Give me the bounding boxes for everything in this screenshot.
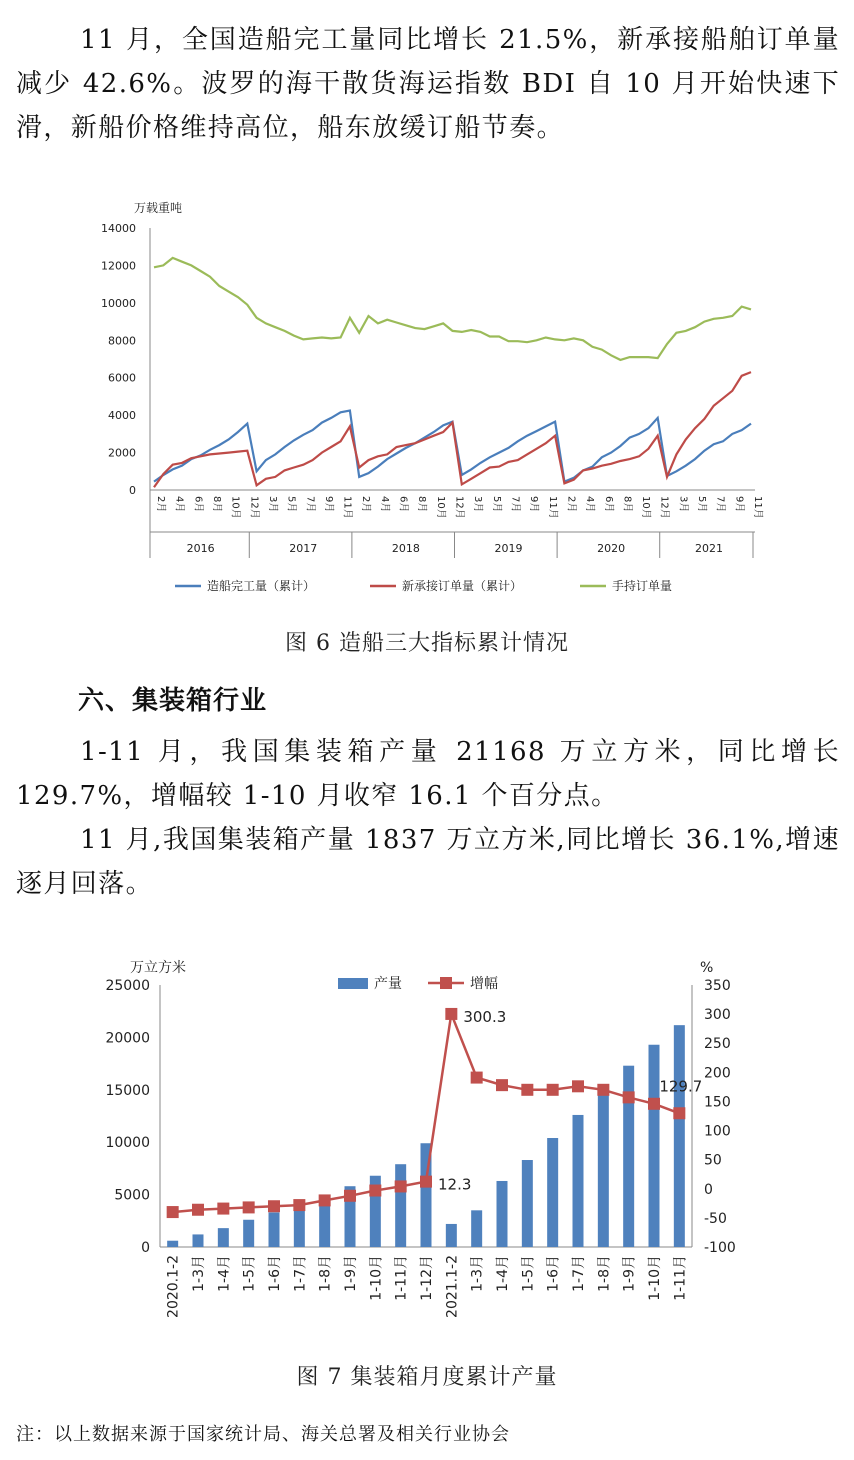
growth-point bbox=[167, 1206, 179, 1218]
x-tick-label: 7月 bbox=[304, 496, 316, 513]
y-tick-label: 6000 bbox=[108, 371, 136, 385]
x-tick-label: 1-9月 bbox=[621, 1255, 638, 1292]
bar bbox=[573, 1115, 584, 1247]
shipbuilding-chart bbox=[0, 190, 854, 610]
growth-point bbox=[268, 1200, 280, 1212]
growth-point bbox=[445, 1008, 457, 1020]
x-tick-label: 1-6月 bbox=[545, 1255, 562, 1292]
x-tick-label: 10月 bbox=[640, 496, 652, 519]
growth-point bbox=[547, 1084, 559, 1096]
x-tick-label: 11月 bbox=[546, 496, 558, 519]
x-tick-label: 11月 bbox=[752, 496, 763, 519]
growth-point bbox=[471, 1072, 483, 1084]
x-tick-label: 2月 bbox=[360, 496, 372, 513]
year-label: 2020 bbox=[597, 542, 626, 555]
x-tick-label: 3月 bbox=[266, 496, 278, 513]
x-tick-label: 6月 bbox=[602, 496, 614, 513]
bar bbox=[243, 1220, 254, 1247]
legend-label: 新承接订单量（累计） bbox=[402, 579, 523, 593]
y-tick-label: 25000 bbox=[105, 978, 150, 994]
x-tick-label: 2月 bbox=[155, 496, 166, 513]
y-axis-title: 万载重吨 bbox=[134, 201, 183, 215]
data-label: 300.3 bbox=[463, 1007, 507, 1026]
y2-tick-label: -50 bbox=[704, 1210, 727, 1227]
x-tick-label: 9月 bbox=[733, 496, 745, 513]
y2-tick-label: 350 bbox=[704, 978, 731, 994]
x-tick-label: 1-10月 bbox=[368, 1255, 385, 1301]
y-tick-label: 5000 bbox=[114, 1187, 150, 1204]
y2-tick-label: 0 bbox=[704, 1181, 713, 1198]
year-label: 2017 bbox=[289, 542, 318, 555]
growth-point bbox=[648, 1098, 660, 1110]
series-line bbox=[154, 258, 751, 360]
year-label: 2021 bbox=[695, 542, 724, 555]
bar bbox=[294, 1206, 305, 1247]
x-tick-label: 12月 bbox=[453, 496, 465, 519]
y2-tick-label: 250 bbox=[704, 1036, 731, 1053]
x-tick-label: 1-6月 bbox=[267, 1255, 283, 1292]
growth-point bbox=[243, 1201, 255, 1213]
container-chart bbox=[0, 950, 854, 1350]
legend-label: 造船完工量（累计） bbox=[207, 579, 316, 593]
legend-swatch-bar bbox=[338, 978, 368, 989]
y2-axis-title: % bbox=[700, 960, 714, 976]
series-line bbox=[154, 372, 751, 487]
legend-label: 增幅 bbox=[470, 976, 498, 992]
growth-point bbox=[395, 1180, 407, 1192]
x-tick-label: 5月 bbox=[490, 496, 502, 513]
growth-point bbox=[597, 1084, 609, 1096]
data-label: 129.7 bbox=[659, 1077, 703, 1096]
x-tick-label: 12月 bbox=[658, 496, 670, 519]
x-tick-label: 8月 bbox=[416, 496, 428, 513]
x-tick-label: 2021.1-2 bbox=[444, 1255, 461, 1318]
x-tick-label: 1-8月 bbox=[317, 1255, 334, 1292]
bar bbox=[446, 1224, 457, 1247]
x-tick-label: 2月 bbox=[565, 496, 577, 513]
x-tick-label: 8月 bbox=[621, 496, 633, 513]
data-label: 12.3 bbox=[438, 1175, 472, 1194]
x-tick-label: 1-7月 bbox=[571, 1255, 587, 1292]
x-tick-label: 7月 bbox=[509, 496, 521, 513]
section-heading: 六、集装箱行业 bbox=[78, 686, 268, 716]
x-tick-label: 4月 bbox=[378, 496, 390, 513]
y-tick-label: 0 bbox=[129, 484, 136, 497]
paragraph-container-2: 11 月,我国集装箱产量 1837 万立方米,同比增长 36.1%,增速逐月回落。 bbox=[16, 825, 840, 899]
x-tick-label: 8月 bbox=[210, 496, 222, 513]
growth-point bbox=[319, 1194, 331, 1206]
x-tick-label: 3月 bbox=[472, 496, 484, 513]
y2-tick-label: 100 bbox=[704, 1123, 731, 1140]
x-tick-label: 7月 bbox=[714, 496, 726, 513]
x-tick-label: 1-9月 bbox=[343, 1255, 359, 1292]
bar bbox=[674, 1025, 685, 1247]
x-tick-label: 3月 bbox=[677, 496, 689, 513]
paragraph-container-1: 1-11 月，我国集装箱产量 21168 万立方米，同比增长 129.7%，增幅较 1-10 月收窄 16.1 个百分点。 bbox=[16, 737, 840, 811]
y-tick-label: 0 bbox=[141, 1240, 150, 1256]
x-tick-label: 1-5月 bbox=[520, 1255, 537, 1292]
x-tick-label: 11月 bbox=[341, 496, 353, 519]
bar bbox=[497, 1181, 508, 1247]
bar bbox=[598, 1090, 609, 1247]
growth-point bbox=[673, 1107, 685, 1119]
bar bbox=[395, 1164, 406, 1247]
x-tick-label: 1-11月 bbox=[393, 1255, 410, 1301]
year-label: 2016 bbox=[186, 542, 215, 555]
y-tick-label: 20000 bbox=[105, 1030, 150, 1047]
y2-tick-label: 200 bbox=[704, 1065, 731, 1082]
x-tick-label: 10月 bbox=[229, 496, 241, 519]
x-tick-label: 10月 bbox=[434, 496, 446, 519]
x-tick-label: 4月 bbox=[173, 496, 185, 513]
x-tick-label: 2020.1-2 bbox=[165, 1255, 182, 1318]
bar bbox=[269, 1212, 280, 1247]
bar bbox=[167, 1241, 178, 1247]
growth-point bbox=[420, 1176, 432, 1188]
figure-6-caption: 图 6 造船三大指标累计情况 bbox=[285, 631, 569, 656]
bar bbox=[218, 1228, 229, 1247]
x-tick-label: 1-3月 bbox=[469, 1255, 486, 1292]
x-tick-label: 1-12月 bbox=[419, 1255, 435, 1301]
x-tick-label: 1-4月 bbox=[216, 1255, 233, 1292]
y-tick-label: 4000 bbox=[108, 409, 136, 423]
growth-point bbox=[496, 1079, 508, 1091]
y-tick-label: 10000 bbox=[101, 296, 136, 310]
y2-tick-label: -100 bbox=[704, 1240, 736, 1256]
x-tick-label: 5月 bbox=[285, 496, 297, 513]
bar bbox=[471, 1210, 482, 1247]
growth-point bbox=[572, 1080, 584, 1092]
figure-7-caption: 图 7 集装箱月度累计产量 bbox=[296, 1365, 558, 1390]
year-label: 2018 bbox=[391, 542, 420, 555]
year-label: 2019 bbox=[494, 542, 523, 555]
y-tick-label: 14000 bbox=[101, 222, 136, 235]
x-tick-label: 6月 bbox=[192, 496, 204, 513]
y-tick-label: 15000 bbox=[105, 1082, 150, 1099]
y-tick-label: 2000 bbox=[108, 446, 136, 460]
x-tick-label: 9月 bbox=[322, 496, 334, 513]
growth-point bbox=[344, 1190, 356, 1202]
bar bbox=[649, 1045, 660, 1247]
growth-point bbox=[293, 1199, 305, 1211]
bar bbox=[522, 1160, 533, 1247]
x-tick-label: 6月 bbox=[397, 496, 409, 513]
y-tick-label: 8000 bbox=[108, 334, 136, 348]
bar bbox=[193, 1234, 204, 1247]
x-tick-label: 4月 bbox=[584, 496, 596, 513]
legend-label: 手持订单量 bbox=[612, 579, 673, 593]
y2-tick-label: 50 bbox=[704, 1152, 722, 1169]
x-tick-label: 1-3月 bbox=[191, 1255, 207, 1292]
y-axis-title: 万立方米 bbox=[130, 960, 186, 976]
growth-point bbox=[217, 1203, 229, 1215]
growth-point bbox=[369, 1185, 381, 1197]
growth-point bbox=[623, 1091, 635, 1103]
x-tick-label: 1-7月 bbox=[292, 1255, 309, 1292]
x-tick-label: 1-10月 bbox=[647, 1255, 663, 1301]
legend-swatch-marker bbox=[440, 977, 452, 989]
x-tick-label: 1-4月 bbox=[495, 1255, 511, 1292]
growth-point bbox=[521, 1084, 533, 1096]
x-tick-label: 1-11月 bbox=[672, 1255, 689, 1301]
y-tick-label: 12000 bbox=[101, 259, 136, 273]
y2-tick-label: 300 bbox=[704, 1007, 731, 1024]
x-tick-label: 1-5月 bbox=[241, 1255, 258, 1292]
y2-tick-label: 150 bbox=[704, 1094, 731, 1111]
x-tick-label: 12月 bbox=[248, 496, 260, 519]
legend-label: 产量 bbox=[374, 976, 402, 992]
x-tick-label: 9月 bbox=[528, 496, 540, 513]
x-tick-label: 1-8月 bbox=[596, 1255, 613, 1292]
bar bbox=[547, 1138, 558, 1247]
source-note: 注：以上数据来源于国家统计局、海关总署及相关行业协会 bbox=[16, 1424, 510, 1445]
y-tick-label: 10000 bbox=[105, 1135, 150, 1152]
growth-point bbox=[192, 1204, 204, 1216]
paragraph-shipbuilding: 11 月，全国造船完工量同比增长 21.5%，新承接船舶订单量减少 42.6%。波罗的海干散货海运指数 BDI 自 10 月开始快速下滑，新船价格维持高位，船东放缓订船节奏。 bbox=[16, 25, 840, 143]
x-tick-label: 5月 bbox=[696, 496, 708, 513]
